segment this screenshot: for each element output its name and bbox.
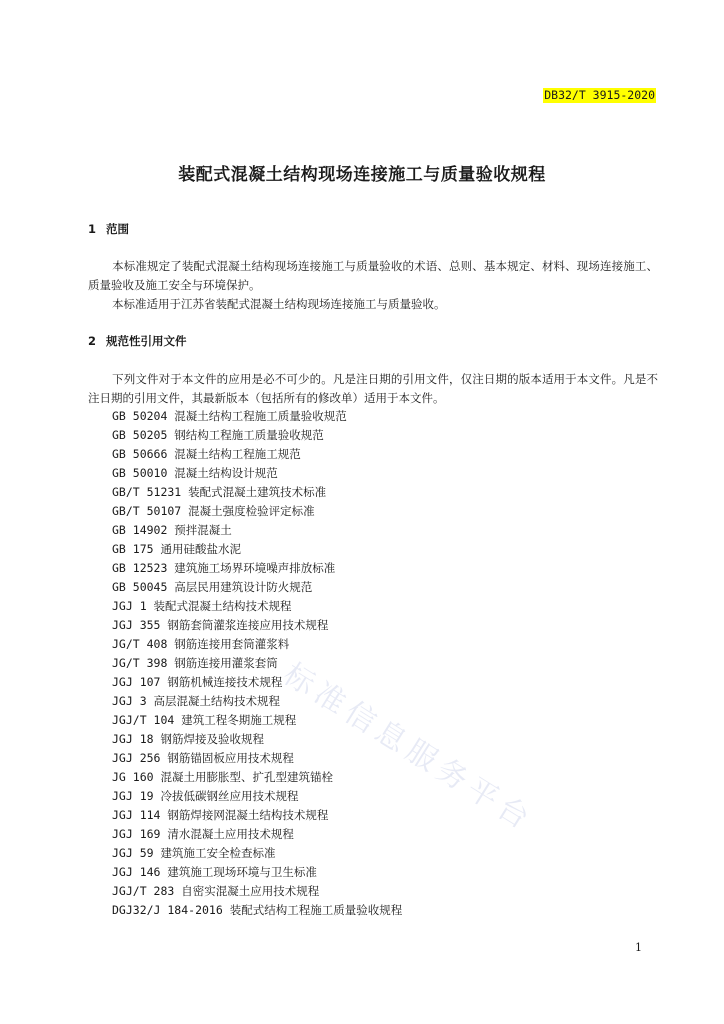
reference-item: JGJ 3 高层混凝土结构技术规程	[112, 694, 281, 708]
section-2-heading	[88, 333, 187, 349]
references-intro-text: 下列文件对于本文件的应用是必不可少的。凡是注日期的引用文件，仅注日期的版本适用于本文件。凡是不注日期的引用文件，其最新版本（包括所有的修改单）适用于本文件。	[88, 372, 658, 405]
document-code: DB32/T 3915-2020	[544, 88, 655, 102]
reference-item: GB/T 51231 装配式混凝土建筑技术标准	[112, 485, 327, 499]
section-1-heading	[88, 221, 129, 237]
reference-item: GB 14902 预拌混凝土	[112, 523, 232, 537]
reference-item: GB 12523 建筑施工场界环境噪声排放标准	[112, 561, 336, 575]
reference-item: JGJ 59 建筑施工安全检查标准	[112, 846, 276, 860]
scope-paragraph-2	[88, 295, 658, 314]
references-intro	[88, 370, 658, 408]
reference-item: JGJ 114 钢筋焊接网混凝土结构技术规程	[112, 808, 329, 822]
reference-item: JG/T 398 钢筋连接用灌浆套筒	[112, 656, 278, 670]
reference-item: JGJ 355 钢筋套筒灌浆连接应用技术规程	[112, 618, 329, 632]
reference-item: GB 50205 钢结构工程施工质量验收规范	[112, 428, 324, 442]
reference-item: GB 175 通用硅酸盐水泥	[112, 542, 241, 556]
reference-item: JGJ/T 283 自密实混凝土应用技术规程	[112, 884, 320, 898]
reference-item: JGJ 107 钢筋机械连接技术规程	[112, 675, 283, 689]
reference-item: GB 50666 混凝土结构工程施工规范	[112, 447, 301, 461]
reference-item: JGJ 169 清水混凝土应用技术规程	[112, 827, 294, 841]
section-1-title: 范围	[106, 222, 129, 236]
reference-item: GB 50204 混凝土结构工程施工质量验收规范	[112, 409, 347, 423]
section-2-title: 规范性引用文件	[106, 334, 187, 348]
watermark: 标准信息服务平台	[277, 656, 540, 840]
reference-item: GB 50010 混凝土结构设计规范	[112, 466, 278, 480]
reference-item: JGJ 19 冷拔低碳钢丝应用技术规程	[112, 789, 299, 803]
reference-item: GB/T 50107 混凝土强度检验评定标准	[112, 504, 315, 518]
document-title: 装配式混凝土结构现场连接施工与质量验收规程	[178, 165, 546, 185]
reference-item: JGJ 18 钢筋焊接及验收规程	[112, 732, 264, 746]
page-number: 1	[635, 941, 642, 954]
scope-text-2: 本标准适用于江苏省装配式混凝土结构现场连接施工与质量验收。	[112, 297, 446, 311]
reference-item: JG/T 408 钢筋连接用套筒灌浆料	[112, 637, 290, 651]
reference-item: JGJ 146 建筑施工现场环境与卫生标准	[112, 865, 317, 879]
scope-text-1: 本标准规定了装配式混凝土结构现场连接施工与质量验收的术语、总则、基本规定、材料、现场连接施工、质量验收及施工安全与环境保护。	[88, 259, 658, 292]
reference-item: JGJ/T 104 建筑工程冬期施工规程	[112, 713, 297, 727]
reference-item: JG 160 混凝土用膨胀型、扩孔型建筑锚栓	[112, 770, 333, 784]
reference-item: GB 50045 高层民用建筑设计防火规范	[112, 580, 313, 594]
reference-item: JGJ 256 钢筋锚固板应用技术规程	[112, 751, 294, 765]
scope-paragraph-1	[88, 257, 658, 295]
section-2-number: 2	[88, 334, 97, 348]
reference-item: JGJ 1 装配式混凝土结构技术规程	[112, 599, 292, 613]
reference-list	[112, 407, 402, 920]
reference-item: DGJ32/J 184-2016 装配式结构工程施工质量验收规程	[112, 903, 403, 917]
section-1-number: 1	[88, 222, 97, 236]
